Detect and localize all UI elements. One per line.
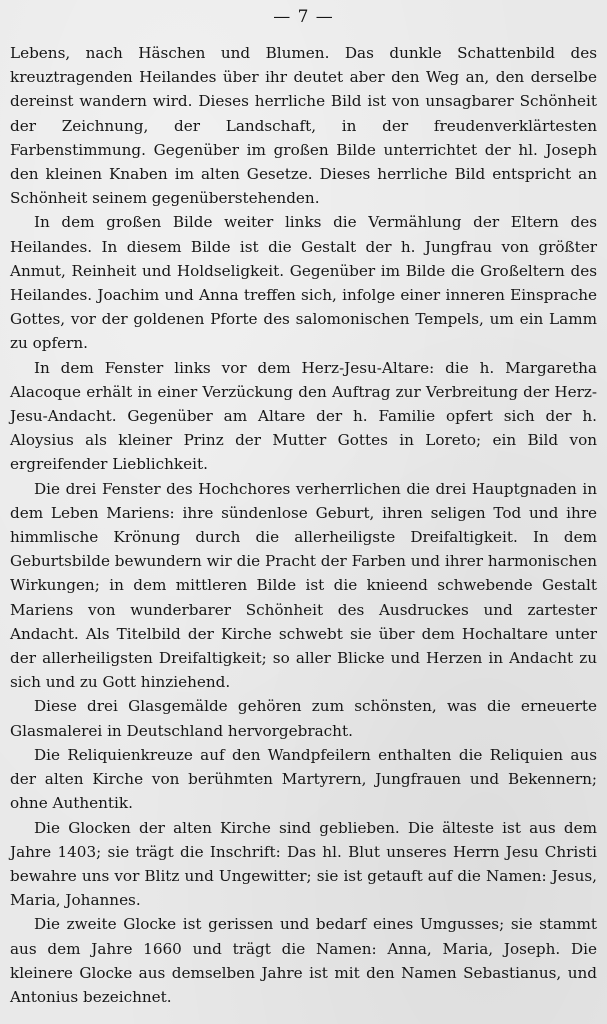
body-text: [10, 41, 597, 1009]
paragraph: In dem Fenster links vor dem Herz-Jesu-Altare: die h. Margaretha Alacoque erhält in einer Verzückung den Auftrag zur Verbreitung der Herz-Jesu-Andacht. Gegenüber am Altare der h. Familie opfert sich der h. Aloysius als kleiner Prinz der Mutter Gottes in Loreto; ein Bild von ergreifender Lieblichkeit.: [10, 358, 597, 474]
paragraph: Die Glocken der alten Kirche sind geblieben. Die älteste ist aus dem Jahre 1403; sie trägt die Inschrift: Das hl. Blut unseres Herrn Jesu Christi bewahre uns vor Blitz und Ungewitter; sie ist getauft auf die Namen: Jesus, Maria, Johannes.: [10, 818, 597, 910]
page-number: — 7 —: [273, 7, 334, 27]
paragraph: Diese drei Glasgemälde gehören zum schönsten, was die erneuerte Glasmalerei in Deutschland hervorgebracht.: [10, 697, 597, 740]
paragraph: Die drei Fenster des Hochchores verherrlichen die drei Hauptgnaden in dem Leben Mariens: ihre sündenlose Geburt, ihren seligen Tod und ihre himmlische Krönung durch die allerheiligste Dreifaltigkeit. In dem Geburtsbilde bewundern wir die Pracht der Farben und ihrer harmonischen Wirkungen; in dem mittleren Bilde ist die knieend schwebende Gestalt Mariens von wunderbarer Schönheit des Ausdruckes und zartester Andacht. Als Titelbild der Kirche schwebt sie über dem Hochaltare unter der allerheiligsten Dreifaltigkeit; so aller Blicke und Herzen in Andacht zu sich und zu Gott hinziehend.: [10, 479, 597, 692]
paragraph: Lebens, nach Häschen und Blumen. Das dunkle Schattenbild des kreuztragenden Heilandes über ihr deutet aber den Weg an, den derselbe dereinst wandern wird. Dieses herrliche Bild ist von unsagbarer Schönheit der Zeichnung, der Landschaft, in der freudenverklärtesten Farbenstimmung. Gegenüber im großen Bilde unterrichtet der hl. Joseph den kleinen Knaben im alten Gesetze. Dieses herrliche Bild entspricht an Schönheit seinem gegenüberstehenden.: [10, 44, 597, 208]
paragraph: In dem großen Bilde weiter links die Vermählung der Eltern des Heilandes. In diesem Bilde ist die Gestalt der h. Jungfrau von größter Anmut, Reinheit und Holdseligkeit. Gegenüber im Bilde die Großeltern des Heilandes. Joachim und Anna treffen sich, infolge einer inneren Einsprache Gottes, vor der goldenen Pforte des salomonischen Tempels, um ein Lamm zu opfern.: [10, 213, 597, 353]
paragraph: Die zweite Glocke ist gerissen und bedarf eines Umgusses; sie stammt aus dem Jahre 1660 und trägt die Namen: Anna, Maria, Joseph. Die kleinere Glocke aus demselben Jahre ist mit den Namen Sebastianus, und Antonius bezeichnet.: [10, 915, 597, 1006]
paragraph: Die Reliquienkreuze auf den Wandpfeilern enthalten die Reliquien aus der alten Kirche von berühmten Martyrern, Jungfrauen und Bekennern; ohne Authentik.: [10, 745, 597, 813]
